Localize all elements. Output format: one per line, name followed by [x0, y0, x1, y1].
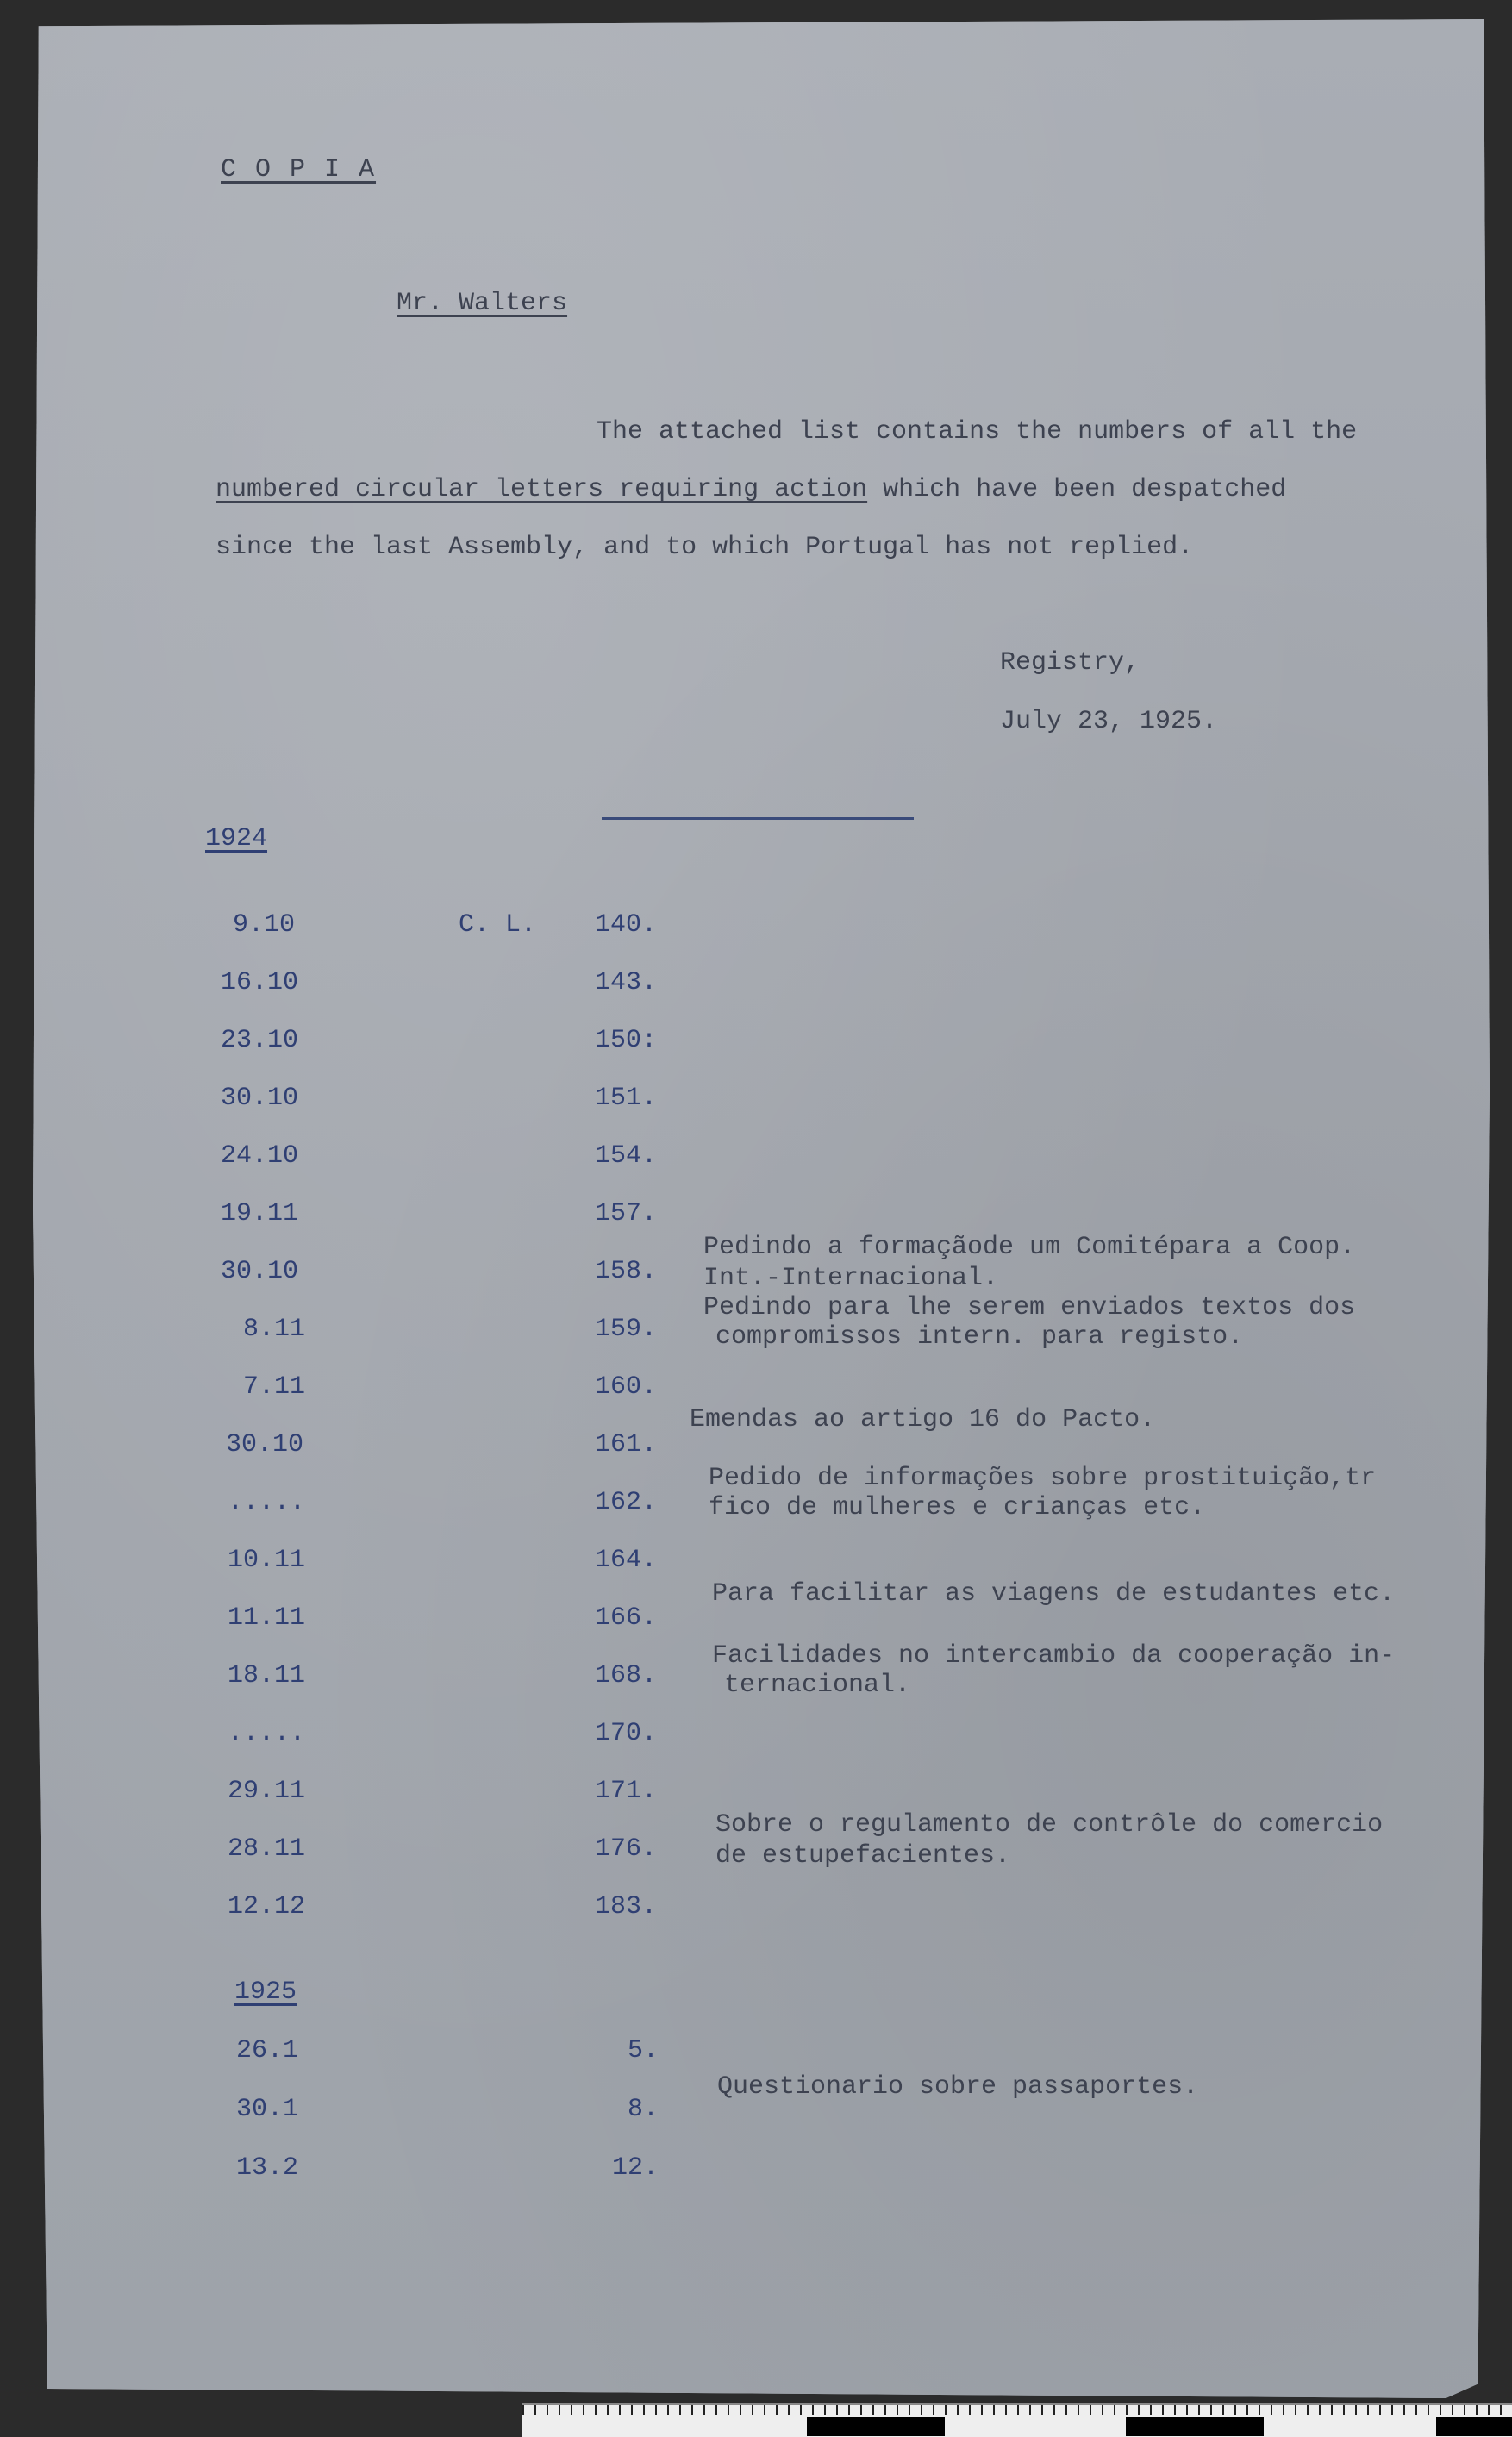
row-number: 5. — [628, 2036, 659, 2065]
row-number: 157. — [595, 1199, 658, 1228]
row-date: ..... — [228, 1719, 306, 1748]
row-date: 8.11 — [243, 1315, 306, 1344]
note-158-line1: Pedindo a formaçãode um Comitépara a Coop. — [703, 1233, 1356, 1262]
row-date: ..... — [228, 1488, 306, 1517]
row-number: 151. — [595, 1084, 658, 1113]
row-date: 10.11 — [228, 1546, 306, 1575]
ruler-black-segment — [1436, 2417, 1512, 2436]
row-number: 158. — [595, 1257, 658, 1286]
note-168-line2: ternacional. — [724, 1671, 911, 1700]
row-date: 28.11 — [228, 1834, 306, 1864]
row-date: 30.10 — [221, 1257, 299, 1286]
note-159-line2: compromissos intern. para registo. — [715, 1322, 1244, 1352]
separator-line — [602, 817, 914, 820]
row-number: 168. — [595, 1661, 658, 1690]
row-date: 9.10 — [233, 910, 296, 940]
ruler-black-segment — [807, 2417, 945, 2436]
note-158-line2: Int.-Internacional. — [703, 1264, 999, 1293]
row-date: 11.11 — [228, 1603, 306, 1633]
row-number: 164. — [595, 1546, 658, 1575]
year-1924-heading: 1924 — [205, 824, 268, 853]
row-date: 30.10 — [226, 1430, 304, 1459]
note-161: Emendas ao artigo 16 do Pacto. — [690, 1405, 1156, 1434]
row-number: 161. — [595, 1430, 658, 1459]
copia-heading: C O P I A — [221, 155, 377, 184]
row-date: 12.12 — [228, 1892, 306, 1921]
row-number: 162. — [595, 1488, 658, 1517]
row-number: 159. — [595, 1315, 658, 1344]
scale-ruler — [522, 2403, 1512, 2437]
row-number: 154. — [595, 1141, 658, 1171]
row-number: 8. — [628, 2095, 659, 2124]
row-date: 16.10 — [221, 968, 299, 997]
row-number: 160. — [595, 1372, 658, 1402]
row-date: 7.11 — [243, 1372, 306, 1402]
note-159-line1: Pedindo para lhe serem enviados textos dos — [703, 1293, 1356, 1322]
body-line-2-rest: which have been despatched — [867, 475, 1287, 504]
body-line-2 — [216, 475, 1286, 504]
body-line-1: The attached list contains the numbers of all the — [597, 417, 1358, 447]
row-number: 166. — [595, 1603, 658, 1633]
row-number: 143. — [595, 968, 658, 997]
note-176-line2: de estupefacientes. — [715, 1841, 1011, 1871]
row-number: 140. — [595, 910, 658, 940]
cl-label: C. L. — [459, 910, 537, 940]
row-number: 171. — [595, 1777, 658, 1806]
row-date: 19.11 — [221, 1199, 299, 1228]
note-166: Para facilitar as viagens de estudantes etc. — [712, 1579, 1396, 1609]
note-1925-8: Questionario sobre passaportes. — [717, 2072, 1199, 2102]
ruler-black-segment — [1126, 2417, 1264, 2436]
signature-date: July 23, 1925. — [1000, 707, 1218, 736]
note-162-line2: fico de mulheres e crianças etc. — [709, 1493, 1206, 1522]
row-number: 183. — [595, 1892, 658, 1921]
row-date: 30.10 — [221, 1084, 299, 1113]
row-number: 176. — [595, 1834, 658, 1864]
row-number: 12. — [612, 2153, 659, 2183]
underlined-phrase: numbered circular letters requiring action — [216, 475, 868, 504]
note-168-line1: Facilidades no intercambio da cooperação in- — [712, 1641, 1396, 1671]
row-date: 13.2 — [236, 2153, 299, 2183]
body-line-3: since the last Assembly, and to which Portugal has not replied. — [216, 533, 1194, 562]
row-date: 26.1 — [236, 2036, 299, 2065]
row-date: 24.10 — [221, 1141, 299, 1171]
row-date: 18.11 — [228, 1661, 306, 1690]
row-date: 23.10 — [221, 1026, 299, 1055]
row-number: 150: — [595, 1026, 658, 1055]
year-1925-heading: 1925 — [234, 1978, 297, 2007]
row-number: 170. — [595, 1719, 658, 1748]
addressee: Mr. Walters — [397, 289, 568, 318]
row-date: 29.11 — [228, 1777, 306, 1806]
registry-label: Registry, — [1000, 648, 1140, 678]
note-176-line1: Sobre o regulamento de contrôle do comercio — [715, 1810, 1384, 1840]
row-date: 30.1 — [236, 2095, 299, 2124]
note-162-line1: Pedido de informações sobre prostituição,tr — [709, 1464, 1377, 1493]
